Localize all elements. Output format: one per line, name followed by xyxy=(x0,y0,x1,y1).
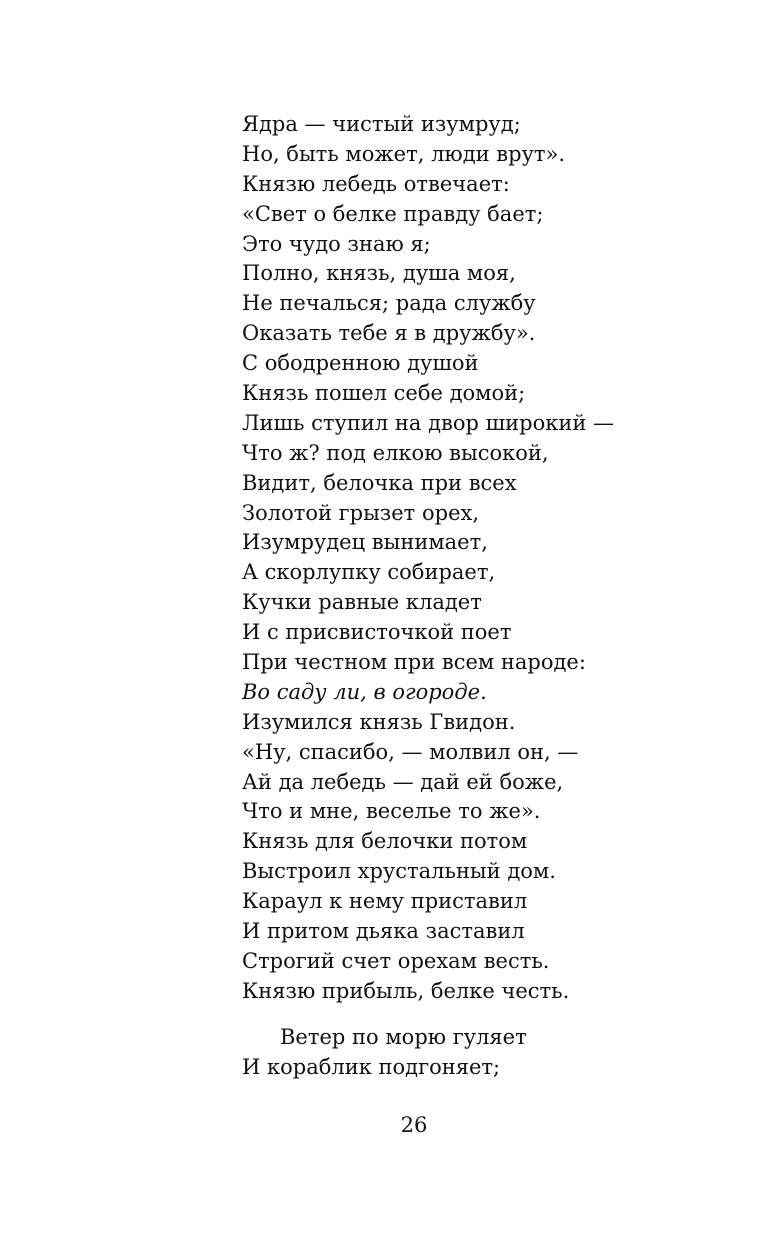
poem-line: Золотой грызет орех, xyxy=(242,500,480,525)
page-number: 26 xyxy=(400,1113,428,1137)
poem-line: А скорлупку собирает, xyxy=(242,560,496,585)
poem-line: Полно, князь, душа моя, xyxy=(242,261,516,286)
poem-line: Лишь ступил на двор широкий — xyxy=(242,410,615,435)
poem-line: Строгий счет орехам весть. xyxy=(242,948,550,973)
poem-line: «Ну, спасибо, — молвил он, — xyxy=(242,739,579,764)
poem-line: Не печалься; рада службу xyxy=(242,291,536,316)
poem-line: Князю лебедь отвечает: xyxy=(242,171,510,196)
poem-line: Князь пошел себе домой; xyxy=(242,381,526,406)
poem-line: Кучки равные кладет xyxy=(242,590,482,615)
poem-line: Князю прибыль, белке честь. xyxy=(242,978,570,1003)
poem-stanza xyxy=(242,110,742,1007)
poem-line: Ветер по морю гуляет xyxy=(280,1025,527,1049)
poem-line: Ядра — чистый изумруд; xyxy=(242,112,521,136)
poem-line: Что ж? под елкою высокой, xyxy=(242,440,549,465)
poem-line: Что и мне, веселье то же». xyxy=(242,799,541,824)
poem-line: «Свет о белке правду бает; xyxy=(242,201,544,226)
poem-line: Ай да лебедь — дай ей боже, xyxy=(242,769,564,794)
poem-stanza xyxy=(242,1023,742,1083)
poem-line: Но, быть может, люди врут». xyxy=(242,141,566,166)
poem-line: Это чудо знаю я; xyxy=(242,231,431,256)
poem-line: Оказать тебе я в дружбу». xyxy=(242,321,536,346)
poem-line: И притом дьяка заставил xyxy=(242,919,525,944)
poem-line: Изумился князь Гвидон. xyxy=(242,709,516,734)
poem-line: С ободренною душой xyxy=(242,351,479,376)
poem-line: Караул к нему приставил xyxy=(242,889,528,914)
poem-line: Видит, белочка при всех xyxy=(242,470,517,495)
poem-line-italic: Во саду ли, в огороде. xyxy=(242,679,487,704)
poem-line: И с присвисточкой поет xyxy=(242,620,512,645)
poem-line: При честном при всем народе: xyxy=(242,650,586,675)
poem-line: Выстроил хрустальный дом. xyxy=(242,859,556,884)
poem-line: Изумрудец вынимает, xyxy=(242,530,488,555)
poem-line: И кораблик подгоняет; xyxy=(242,1054,501,1079)
poem-line: Князь для белочки потом xyxy=(242,829,528,854)
